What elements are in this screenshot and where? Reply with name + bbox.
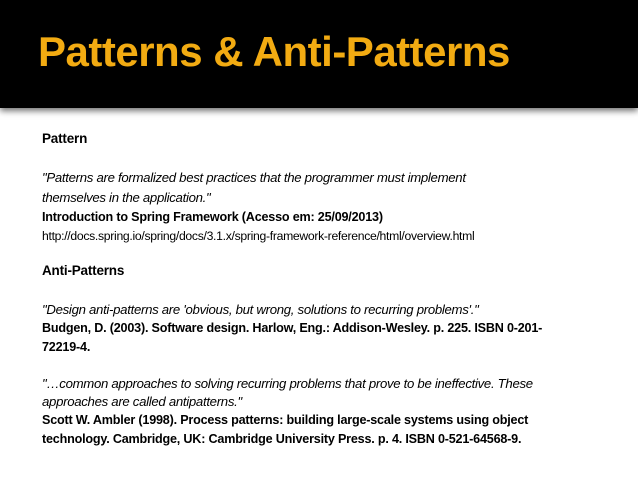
pattern-url: http://docs.spring.io/spring/docs/3.1.x/spring-framework-reference/html/overview.html [42, 229, 475, 243]
anti-pattern-quote2-line1: "…common approaches to solving recurring problems that prove to be ineffective. These [42, 376, 533, 391]
pattern-quote-line1: "Patterns are formalized best practices that the programmer must implement [42, 170, 466, 185]
anti-pattern-citation1-line1: Budgen, D. (2003). Software design. Harlow, Eng.: Addison-Wesley. p. 225. ISBN 0-201- [42, 321, 543, 335]
pattern-quote-line2: themselves in the application." [42, 190, 211, 205]
anti-pattern-citation2-line1: Scott W. Ambler (1998). Process patterns: building large-scale systems using object [42, 413, 529, 427]
slide-title: Patterns & Anti-Patterns [38, 28, 510, 75]
pattern-heading: Pattern [42, 131, 88, 146]
anti-pattern-citation1-line2: 72219-4. [42, 340, 91, 354]
anti-pattern-quote1: "Design anti-patterns are 'obvious, but wrong, solutions to recurring problems'." [42, 302, 479, 317]
pattern-citation: Introduction to Spring Framework (Acesso em: 25/09/2013) [42, 210, 383, 224]
title-bar [0, 0, 638, 108]
anti-pattern-citation2-line2: technology. Cambridge, UK: Cambridge University Press. p. 4. ISBN 0-521-64568-9. [42, 432, 522, 446]
anti-patterns-heading: Anti-Patterns [42, 263, 125, 278]
anti-pattern-quote2-line2: approaches are called antipatterns." [42, 394, 242, 409]
